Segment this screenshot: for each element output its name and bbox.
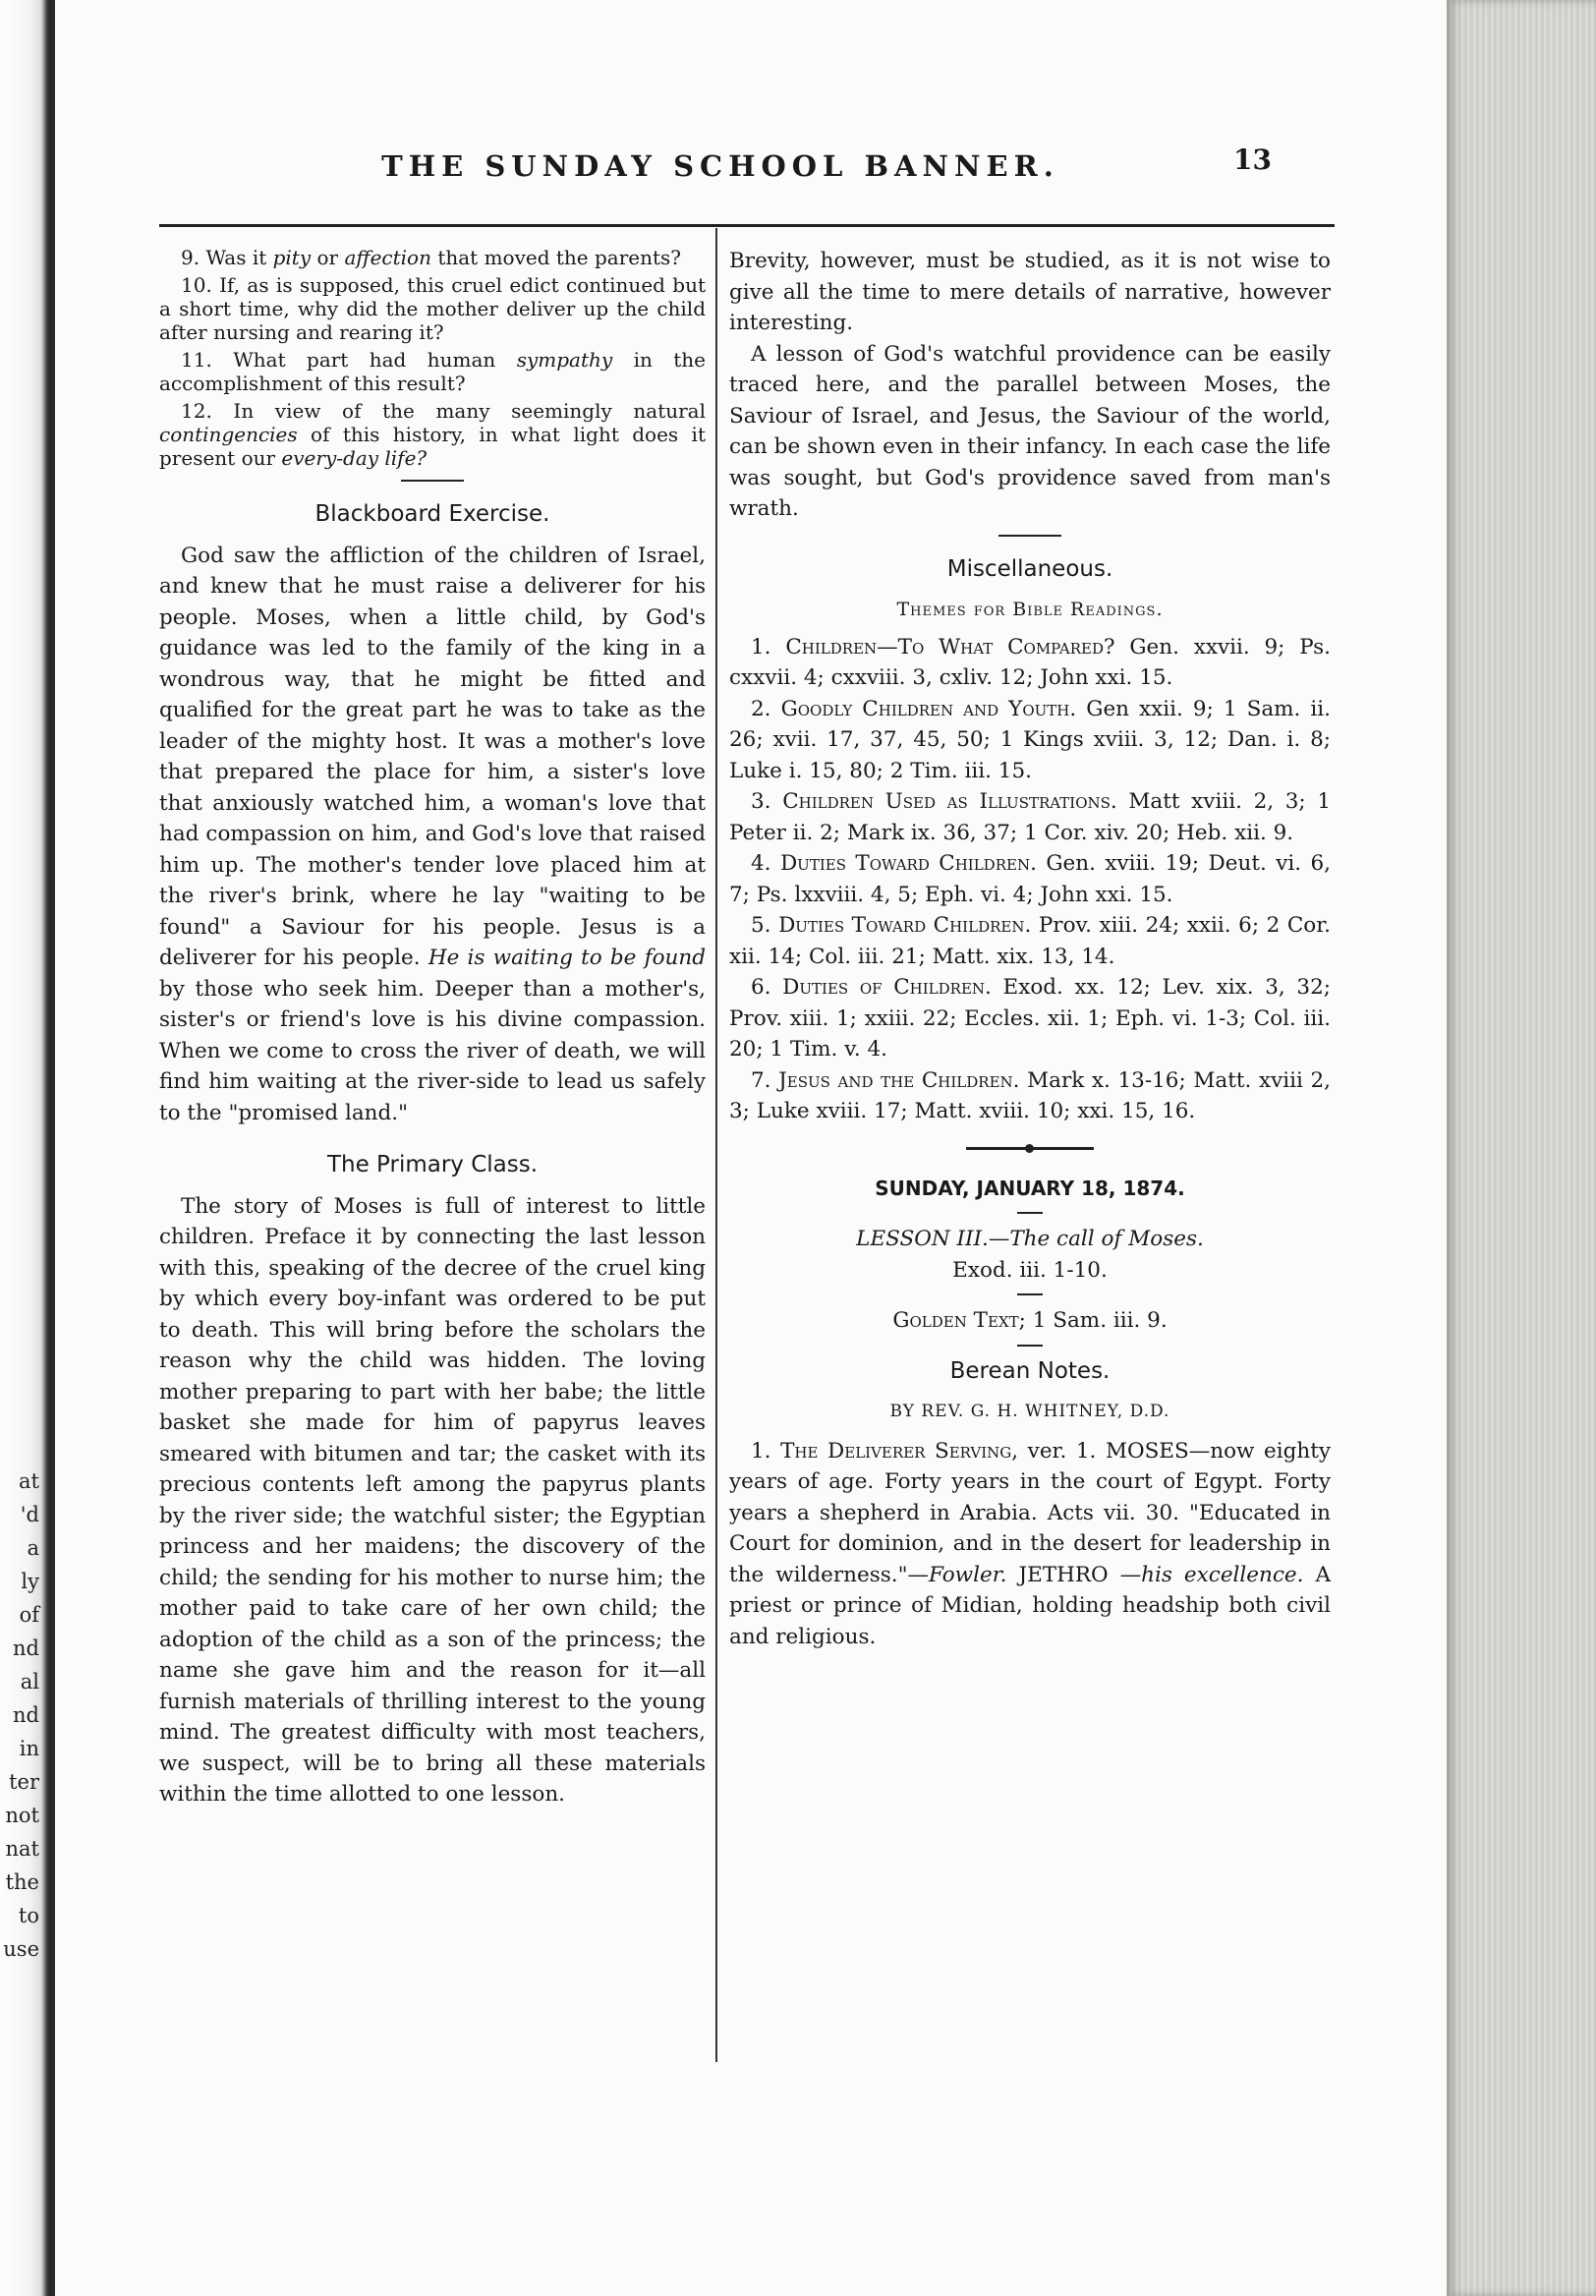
berean-notes-heading: Berean Notes. bbox=[949, 1357, 1111, 1384]
golden-text: Golden Text; 1 Sam. iii. 9. bbox=[892, 1308, 1168, 1333]
section-rule bbox=[401, 480, 464, 482]
lesson-reference: Exod. iii. 1-10. bbox=[952, 1257, 1108, 1283]
facing-page-fragment: in bbox=[19, 1737, 39, 1760]
facing-page-fragment: ly bbox=[21, 1570, 39, 1593]
question-11: 11. What part had human sympathy in the accomplishment of this result? bbox=[159, 348, 707, 395]
question-12: 12. In view of the many seemingly natural contingencies of this history, in what light does it present our every-day life? bbox=[159, 399, 707, 470]
rule bbox=[1017, 1345, 1043, 1347]
right-column bbox=[729, 246, 1331, 1652]
running-title: THE SUNDAY SCHOOL BANNER. bbox=[381, 149, 1059, 183]
facing-page-fragment: to bbox=[18, 1904, 39, 1927]
rule bbox=[1017, 1212, 1043, 1214]
rule bbox=[1017, 1293, 1043, 1295]
providence-paragraph: A lesson of God's watchful providence can be easily traced here, and the parallel between Moses, the Saviour of Israel, and Jesus, the Saviour of the world, can be shown even in their infancy. In each case the life was sought, but God's providence saved from man's wrath. bbox=[729, 341, 1331, 521]
page-number: 13 bbox=[1233, 144, 1272, 176]
miscellaneous-heading: Miscellaneous. bbox=[946, 555, 1113, 582]
theme-item: 5. Duties Toward Children. Prov. xiii. 24; xxii. 6; 2 Cor. xii. 14; Col. iii. 21; Matt. xix. 13, 14. bbox=[729, 913, 1331, 969]
left-column bbox=[159, 246, 706, 1810]
primary-class-paragraph: The story of Moses is full of interest to little children. Preface it by connecting the last lesson with this, speaking of the decree of the cruel king by which every boy-infant was ordered to be put to death. This will bring before the scholars the reason why the child was hidden. The loving mother preparing to part with her babe; the little basket she made for him of papyrus leaves smeared with bitumen and tar; the casket with its precious contents left among the papyrus plants by the river side; the watchful sister; the Egyptian princess and her maidens; the discovery of the child; the sending for his mother to nurse him; the mother paid to take care of her own child; the adoption of the child as a son of the princess; the name she gave him and the reason for it—all furnish materials of thrilling interest to the young mind. The greatest difficulty with most teachers, we suspect, will be to bring all these materials within the time allotted to one lesson. bbox=[159, 1193, 706, 1807]
theme-item: 7. Jesus and the Children. Mark x. 13-16; Matt. xviii 2, 3; Luke xviii. 17; Matt. xviii. 10; xxi. 15, 16. bbox=[729, 1067, 1331, 1123]
themes-list bbox=[729, 632, 1331, 1127]
primary-class-heading: The Primary Class. bbox=[326, 1152, 539, 1177]
facing-page-fragment: the bbox=[5, 1870, 39, 1894]
page-stack-edge bbox=[1447, 0, 1596, 2296]
facing-page-fragment: 'd bbox=[20, 1503, 39, 1526]
theme-item: 1. Children—To What Compared? Gen. xxvii. 9; Ps. cxxvii. 4; cxxviii. 3, cxliv. 12; John xxi. 15. bbox=[729, 634, 1331, 690]
column-divider bbox=[715, 228, 717, 2062]
facing-page-fragment: nd bbox=[13, 1703, 39, 1727]
blackboard-heading: Blackboard Exercise. bbox=[314, 501, 550, 527]
theme-item: 6. Duties of Children. Exod. xx. 12; Lev. xix. 3, 32; Prov. xiii. 1; xxiii. 22; Eccles. xii. 1; Eph. vi. 1-3; Col. iii. 20; 1 Tim. v. 4. bbox=[729, 975, 1331, 1062]
facing-page-fragments bbox=[0, 1464, 39, 1966]
facing-page-fragment: a bbox=[27, 1536, 39, 1560]
dotted-rule bbox=[966, 1147, 1094, 1150]
facing-page-fragment: nat bbox=[5, 1837, 39, 1861]
facing-page-fragment: ter bbox=[9, 1770, 39, 1794]
facing-page-fragment: not bbox=[5, 1804, 39, 1827]
facing-page-fragment: nd bbox=[13, 1636, 39, 1660]
facing-page-fragment: of bbox=[19, 1603, 39, 1627]
question-10: 10. If, as is supposed, this cruel edict continued but a short time, why did the mother deliver up the child after nursing and rearing it? bbox=[159, 273, 706, 344]
note-paragraph: 1. The Deliverer Serving, ver. 1. MOSES—now eighty years of age. Forty years in the court of Egypt. Forty years a shepherd in Arabia. Acts vii. 30. "Educated in Court for dominion, and in the desert for leadership in the wilderness."—Fowler. JETHRO —his excellence. A priest or prince of Midian, holding headship both civil and religious. bbox=[729, 1438, 1331, 1649]
question-9: 9. Was it pity or affection that moved the parents? bbox=[181, 246, 682, 269]
facing-page-fragment: al bbox=[20, 1670, 39, 1693]
header-rule bbox=[159, 224, 1335, 227]
themes-subheading: Themes for Bible Readings. bbox=[896, 599, 1164, 620]
byline: BY REV. G. H. WHITNEY, D.D. bbox=[889, 1402, 1170, 1421]
facing-page-fragment: at bbox=[19, 1469, 39, 1493]
theme-item: 2. Goodly Children and Youth. Gen xxii. 9; 1 Sam. ii. 26; xvii. 17, 37, 45, 50; 1 Kings xviii. 3, 12; Dan. i. 8; Luke i. 15, 80; 2 Tim. iii. 15. bbox=[729, 696, 1331, 783]
facing-page-fragment: use bbox=[3, 1937, 39, 1961]
section-rule bbox=[998, 535, 1061, 537]
blackboard-paragraph: God saw the affliction of the children of Israel, and knew that he must raise a deliverer for his people. Moses, when a little child, by God's guidance was led to the family of the king in a wondrous way, that he might be fitted and qualified for the great part he was to take as the leader of the mighty host. It was a mother's love that prepared the place for him, a sister's love that anxiously watched him, a woman's love that had compassion on him, and God's love that raised him up. The mother's tender love placed him at the river's brink, where he lay "waiting to be found" a Saviour for his people. Jesus is a deliverer for his people. He is waiting to be found by those who seek him. Deeper than a mother's, sister's or friend's love is his divine compassion. When we come to cross the river of death, we will find him waiting at the river-side to lead us safely to the "promised land." bbox=[159, 543, 706, 1125]
lesson-title: LESSON III.—The call of Moses. bbox=[856, 1227, 1204, 1251]
theme-item: 3. Children Used as Illustrations. Matt xviii. 2, 3; 1 Peter ii. 2; Mark ix. 36, 37; 1 Cor. xiv. 20; Heb. xii. 9. bbox=[729, 789, 1331, 845]
theme-item: 4. Duties Toward Children. Gen. xviii. 19; Deut. vi. 6, 7; Ps. lxxviii. 4, 5; Eph. vi. 4; John xxi. 15. bbox=[729, 851, 1331, 907]
continuation-paragraph: Brevity, however, must be studied, as it is not wise to give all the time to mere details of narrative, however interesting. bbox=[729, 249, 1331, 335]
lesson-date: SUNDAY, JANUARY 18, 1874. bbox=[875, 1176, 1185, 1200]
